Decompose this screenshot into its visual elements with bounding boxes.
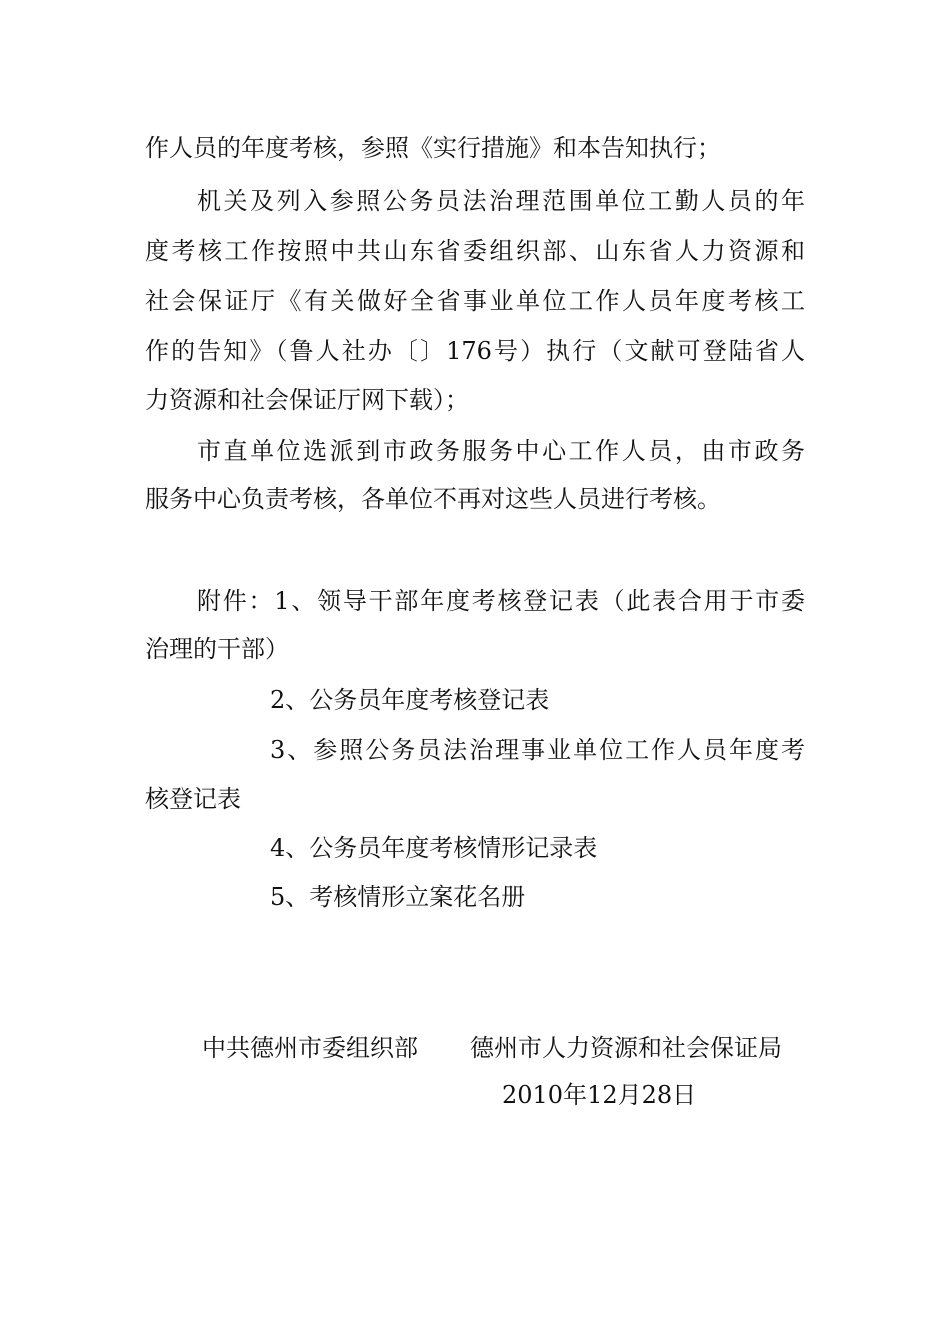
paragraph-line: 机关及列入参照公务员法治理范围单位工勤人员的年 xyxy=(197,187,805,215)
signature-org-2: 德州市人力资源和社会保证局 xyxy=(470,1034,782,1062)
attachment-item-5: 5、考核情形立案花名册 xyxy=(270,883,526,911)
signature-org-1: 中共德州市委组织部 xyxy=(202,1034,418,1062)
attachment-item-3: 3、参照公务员法治理事业单位工作人员年度考 xyxy=(270,736,805,764)
paragraph-line: 度考核工作按照中共山东省委组织部、山东省人力资源和 xyxy=(145,237,805,265)
paragraph-line: 作的告知》（鲁人社办〔〕176号）执行（文献可登陆省人 xyxy=(145,337,805,365)
attachment-item-1-continued: 治理的干部） xyxy=(145,635,289,663)
paragraph-line: 市直单位选派到市政务服务中心工作人员，由市政务 xyxy=(197,437,805,465)
paragraph-line: 服务中心负责考核，各单位不再对这些人员进行考核。 xyxy=(145,485,721,513)
attachment-item-2: 2、公务员年度考核登记表 xyxy=(270,686,550,714)
paragraph-line: 社会保证厅《有关做好全省事业单位工作人员年度考核工 xyxy=(145,287,805,315)
signature-date: 2010年12月28日 xyxy=(502,1081,697,1109)
paragraph-line: 力资源和社会保证厅网下载）； xyxy=(145,386,469,414)
attachment-item-3-continued: 核登记表 xyxy=(145,785,241,813)
paragraph-line: 作人员的年度考核，参照《实行措施》和本告知执行； xyxy=(145,134,721,162)
attachment-item-1: 附件：1、领导干部年度考核登记表（此表合用于市委 xyxy=(197,587,805,615)
attachment-item-4: 4、公务员年度考核情形记录表 xyxy=(270,834,598,862)
